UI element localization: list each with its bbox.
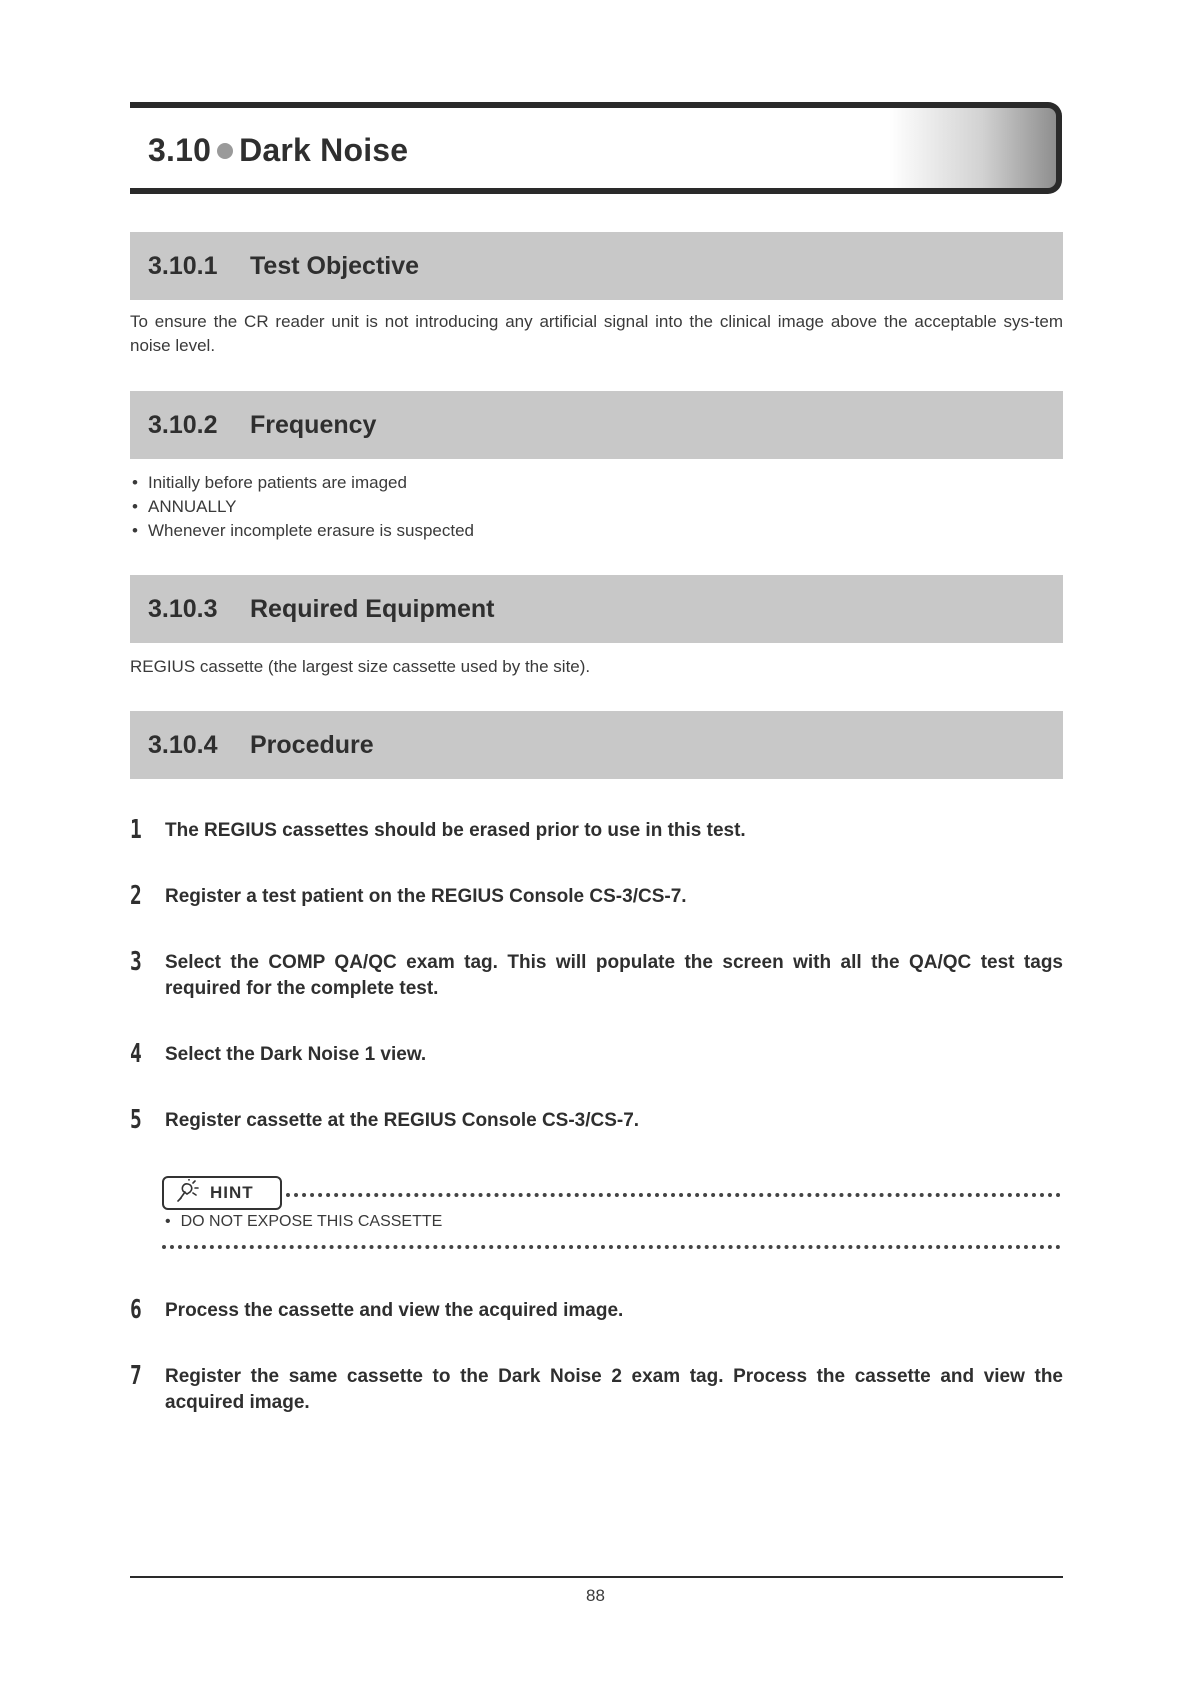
section-title: Frequency <box>250 410 377 439</box>
equipment-paragraph: REGIUS cassette (the largest size cassette used by the site). <box>130 657 591 676</box>
step-number: 4 <box>130 1039 142 1069</box>
hint-badge <box>162 1176 282 1210</box>
chapter-title <box>148 132 408 169</box>
list-item: • Initially before patients are imaged <box>130 471 1063 495</box>
section-number: 3.10.1 <box>148 251 218 280</box>
step-text: Register cassette at the REGIUS Console CS-3/CS-7. <box>165 1110 640 1131</box>
section-title: Procedure <box>250 730 374 759</box>
step-number: 1 <box>130 815 142 845</box>
section-title: Test Objective <box>250 251 420 280</box>
bullet-dot-icon <box>217 143 233 159</box>
step-text: Register a test patient on the REGIUS Console CS-3/CS-7. <box>165 886 687 907</box>
procedure-step-5 <box>130 1105 1063 1135</box>
step-number: 3 <box>130 947 142 977</box>
procedure-step-6 <box>130 1295 1063 1325</box>
procedure-step-3 <box>130 947 1063 1002</box>
section-title: Required Equipment <box>250 594 495 623</box>
list-item: • ANNUALLY <box>130 495 1063 519</box>
section-heading-test-objective <box>130 232 1063 300</box>
step-text: Register the same cassette to the Dark Noise 2 exam tag. Process the cassette and view the acquired image. <box>165 1366 1063 1413</box>
step-text: The REGIUS cassettes should be erased prior to use in this test. <box>165 820 746 841</box>
step-number: 6 <box>130 1295 142 1325</box>
chapter-title-text: Dark Noise <box>239 132 409 168</box>
chapter-number: 3.10 <box>148 132 212 168</box>
section-number: 3.10.3 <box>148 594 218 623</box>
page-number: 88 <box>586 1586 605 1605</box>
step-number: 7 <box>130 1361 142 1391</box>
section-heading-frequency <box>130 391 1063 459</box>
step-number: 5 <box>130 1105 142 1135</box>
section-number: 3.10.2 <box>148 410 218 439</box>
section-heading-required-equipment <box>130 575 1063 643</box>
step-number: 2 <box>130 881 142 911</box>
hint-item: • DO NOT EXPOSE THIS CASSETTE <box>165 1213 443 1230</box>
section-number: 3.10.4 <box>148 730 218 759</box>
footer-divider <box>130 1576 1063 1578</box>
procedure-step-2 <box>130 881 1063 911</box>
procedure-step-4 <box>130 1039 1063 1069</box>
lightbulb-icon <box>174 1179 202 1208</box>
hint-divider-bottom <box>162 1245 1061 1249</box>
section-heading-procedure <box>130 711 1063 779</box>
chapter-header <box>130 102 1062 194</box>
step-text: Process the cassette and view the acquired image. <box>165 1300 624 1321</box>
list-item: • Whenever incomplete erasure is suspected <box>130 519 1063 543</box>
hint-divider-top <box>286 1193 1061 1197</box>
hint-label: HINT <box>210 1183 254 1202</box>
step-text: Select the Dark Noise 1 view. <box>165 1044 427 1065</box>
objective-paragraph: To ensure the CR reader unit is not introducing any artificial signal into the clinical image above the acceptable sys-tem noise level. <box>130 312 1063 355</box>
frequency-list <box>130 471 1063 543</box>
procedure-step-1 <box>130 815 1063 845</box>
hint-text: DO NOT EXPOSE THIS CASSETTE <box>180 1213 443 1230</box>
step-text: Select the COMP QA/QC exam tag. This will populate the screen with all the QA/QC test tags required for the complete test. <box>165 952 1063 999</box>
procedure-step-7 <box>130 1361 1063 1416</box>
